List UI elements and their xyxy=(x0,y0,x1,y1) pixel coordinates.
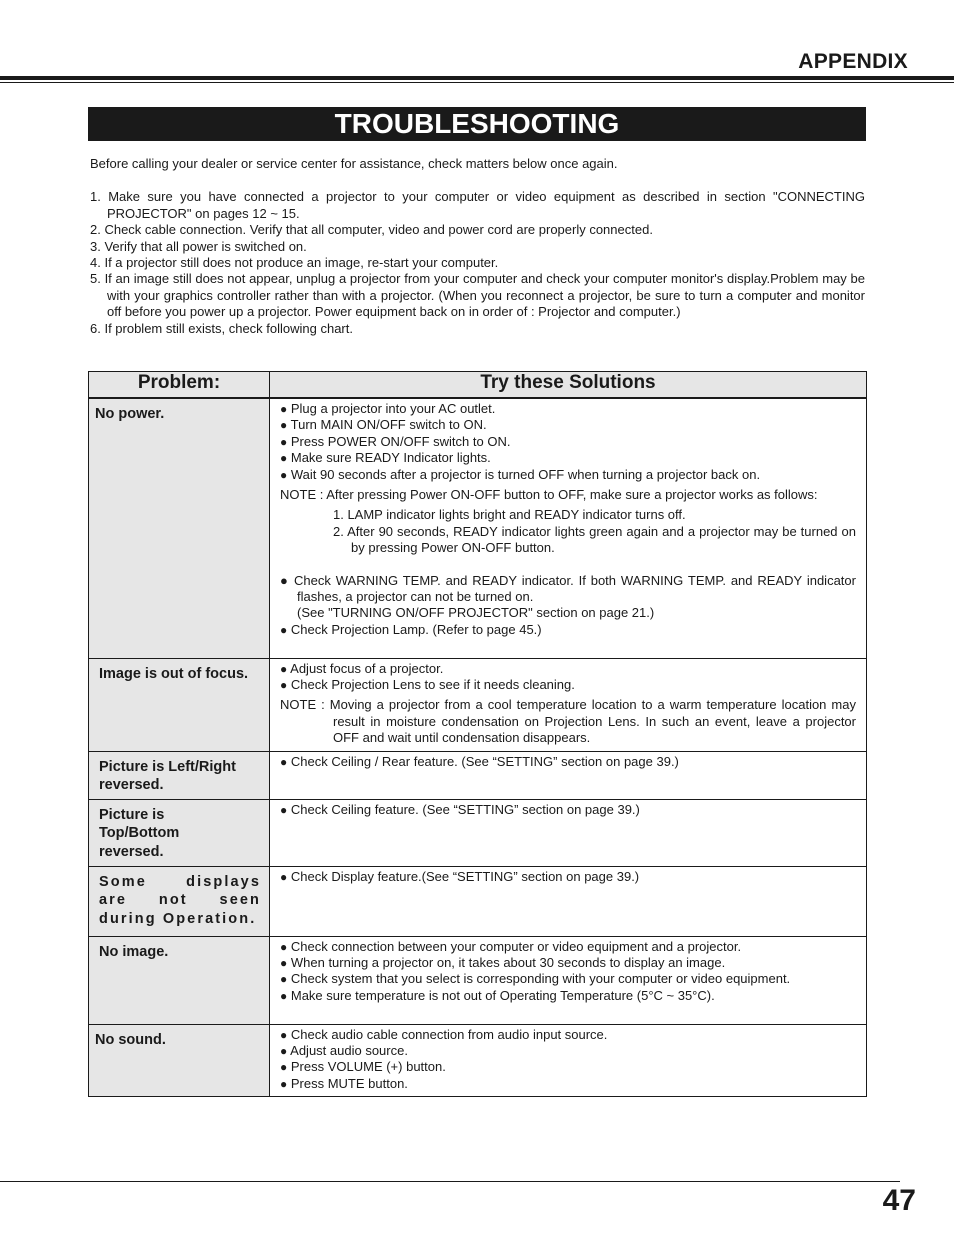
checklist-item: 1. Make sure you have connected a projector to your computer or video equipment as described in section "CONNECTING PROJECTOR" on pages 12 ~ 15. xyxy=(90,189,865,221)
solution-item: ● Check Ceiling / Rear feature. (See “SETTING” section on page 39.) xyxy=(280,753,679,769)
solution-cell xyxy=(270,799,867,866)
checklist-item: 6. If problem still exists, check following chart. xyxy=(90,320,353,336)
page-number: 47 xyxy=(882,1184,916,1217)
solution-cell xyxy=(270,1024,867,1097)
checklist xyxy=(90,189,865,337)
solution-reference: (See "TURNING ON/OFF PROJECTOR" section on page 21.) xyxy=(297,605,655,621)
intro-section xyxy=(90,156,865,337)
solution-item: ● Make sure temperature is not out of Operating Temperature (5°C ~ 35°C). xyxy=(280,987,715,1003)
problem-cell: No power. xyxy=(89,398,270,658)
table-row xyxy=(89,799,867,866)
solution-item: ● Press VOLUME (+) button. xyxy=(280,1059,446,1075)
table-row xyxy=(89,1024,867,1097)
solution-cell xyxy=(270,866,867,936)
problem-cell: Image is out of focus. xyxy=(89,658,270,751)
checklist-item: 2. Check cable connection. Verify that all computer, video and power cord are properly connected. xyxy=(90,222,653,238)
solution-item: ● Check audio cable connection from audio input source. xyxy=(280,1026,608,1042)
header-problem: Problem: xyxy=(89,372,270,399)
header-rule-thin xyxy=(0,82,954,83)
solution-item: ● Turn MAIN ON/OFF switch to ON. xyxy=(280,417,487,433)
solution-item: ● Adjust focus of a projector. xyxy=(280,660,444,676)
checklist-item: 5. If an image still does not appear, unplug a projector from your computer and check your computer monitor's display.Problem may be with your graphics controller rather than with a projector. (When you reconnect a projector, be sure to turn a computer and monitor off before you power up a projector. Power equipment back on in order of : Projector and computer.) xyxy=(90,271,865,320)
solution-cell xyxy=(270,936,867,1024)
solution-item: ● Press POWER ON/OFF switch to ON. xyxy=(280,433,511,449)
section-header: APPENDIX xyxy=(798,50,908,73)
table-row xyxy=(89,658,867,751)
header-rule-thick xyxy=(0,76,954,80)
solution-item: ● When turning a projector on, it takes about 30 seconds to display an image. xyxy=(280,954,726,970)
note-item: 1. LAMP indicator lights bright and READY indicator turns off. xyxy=(333,507,686,523)
solution-item: ● Make sure READY Indicator lights. xyxy=(280,450,491,466)
problem-cell: No sound. xyxy=(89,1024,270,1097)
solution-item: ● Check Ceiling feature. (See “SETTING” section on page 39.) xyxy=(280,801,640,817)
solution-item: ● Check WARNING TEMP. and READY indicator. If both WARNING TEMP. and READY indicator flashes, a projector can not be turned on. xyxy=(280,572,856,605)
page-title: TROUBLESHOOTING xyxy=(88,107,866,141)
solution-item: ● Check Display feature.(See “SETTING” section on page 39.) xyxy=(280,868,640,884)
solution-item: ● Check Projection Lens to see if it needs cleaning. xyxy=(280,676,575,692)
solution-cell xyxy=(270,658,867,751)
solution-item: ● Check system that you select is corresponding with your computer or video equipment. xyxy=(280,971,791,987)
note-text: NOTE : After pressing Power ON-OFF button to OFF, make sure a projector works as follows: xyxy=(280,487,818,503)
footer-rule xyxy=(0,1181,900,1182)
checklist-item: 3. Verify that all power is switched on. xyxy=(90,238,307,254)
problem-cell: Picture is Left/Right reversed. xyxy=(89,751,270,799)
note-item: 2. After 90 seconds, READY indicator lights green again and a projector may be turned on by pressing Power ON-OFF button. xyxy=(333,523,856,556)
troubleshooting-table xyxy=(88,371,867,1097)
solution-cell xyxy=(270,751,867,799)
table-row xyxy=(89,866,867,936)
intro-text: Before calling your dealer or service center for assistance, check matters below once again. xyxy=(90,156,618,171)
solution-item: ● Adjust audio source. xyxy=(280,1042,408,1058)
solution-item: ● Plug a projector into your AC outlet. xyxy=(280,401,496,416)
solution-item: ● Check connection between your computer or video equipment and a projector. xyxy=(280,938,742,954)
problem-cell: Some displays are not seen during Operation. xyxy=(89,866,270,936)
problem-cell: No image. xyxy=(89,936,270,1024)
note-text: NOTE : Moving a projector from a cool temperature location to a warm temperature location may result in moisture condensation on Projection Lens. In such an event, leave a projector OFF and wait until condensation disappears. xyxy=(280,697,856,746)
checklist-item: 4. If a projector still does not produce an image, re-start your computer. xyxy=(90,255,499,271)
table-header-row xyxy=(89,372,867,399)
table-row xyxy=(89,751,867,799)
solution-item: ● Press MUTE button. xyxy=(280,1075,408,1091)
table-row xyxy=(89,398,867,658)
table-row xyxy=(89,936,867,1024)
solution-item: ● Check Projection Lamp. (Refer to page 45.) xyxy=(280,621,542,637)
header-solutions: Try these Solutions xyxy=(270,372,867,399)
solution-cell xyxy=(270,398,867,658)
problem-cell: Picture is Top/Bottom reversed. xyxy=(89,799,270,866)
solution-item: ● Wait 90 seconds after a projector is turned OFF when turning a projector back on. xyxy=(280,466,761,482)
